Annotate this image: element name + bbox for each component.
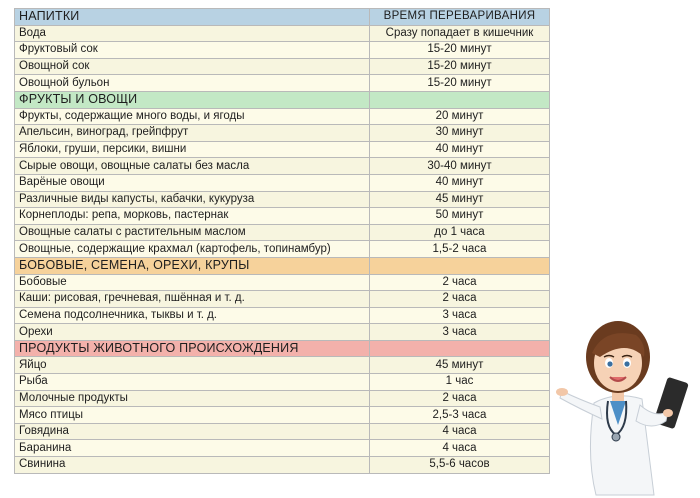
food-name: Орехи	[15, 324, 370, 341]
table-row	[15, 75, 550, 92]
table-row	[15, 208, 550, 225]
food-name: Овощные салаты с растительным маслом	[15, 224, 370, 241]
digestion-time: 30 минут	[370, 125, 550, 142]
digestion-time: 4 часа	[370, 440, 550, 457]
digestion-time: 1,5-2 часа	[370, 241, 550, 258]
table-row	[15, 241, 550, 258]
food-name: Апельсин, виноград, грейпфрут	[15, 125, 370, 142]
section-title: НАПИТКИ	[15, 9, 370, 26]
digestion-time: до 1 часа	[370, 224, 550, 241]
section-time-header	[370, 91, 550, 108]
food-name: Говядина	[15, 423, 370, 440]
table-row	[15, 457, 550, 474]
food-name: Овощные, содержащие крахмал (картофель, топинамбур)	[15, 241, 370, 258]
digestion-time: 2,5-3 часа	[370, 407, 550, 424]
food-name: Различные виды капусты, кабачки, кукуруза	[15, 191, 370, 208]
section-title: ПРОДУКТЫ ЖИВОТНОГО ПРОИСХОЖДЕНИЯ	[15, 340, 370, 357]
section-header	[15, 340, 550, 357]
digestion-time: 15-20 минут	[370, 42, 550, 59]
food-name: Фрукты, содержащие много воды, и ягоды	[15, 108, 370, 125]
table-body	[15, 9, 550, 474]
table-row	[15, 108, 550, 125]
digestion-time: 45 минут	[370, 191, 550, 208]
table-row	[15, 407, 550, 424]
table-row	[15, 58, 550, 75]
table-row	[15, 440, 550, 457]
table-row	[15, 307, 550, 324]
section-time-header	[370, 257, 550, 274]
food-name: Овощной сок	[15, 58, 370, 75]
table-row	[15, 125, 550, 142]
digestion-time-table	[14, 8, 550, 474]
table-row	[15, 191, 550, 208]
table-row	[15, 274, 550, 291]
digestion-time: Сразу попадает в кишечник	[370, 25, 550, 42]
food-name: Сырые овощи, овощные салаты без масла	[15, 158, 370, 175]
food-name: Рыба	[15, 374, 370, 391]
table-row	[15, 224, 550, 241]
digestion-time: 1 час	[370, 374, 550, 391]
food-name: Мясо птицы	[15, 407, 370, 424]
food-name: Яблоки, груши, персики, вишни	[15, 141, 370, 158]
food-name: Варёные овощи	[15, 174, 370, 191]
digestion-time: 3 часа	[370, 307, 550, 324]
table-row	[15, 291, 550, 308]
digestion-time: 30-40 минут	[370, 158, 550, 175]
food-name: Фруктовый сок	[15, 42, 370, 59]
food-name: Каши: рисовая, гречневая, пшённая и т. д.	[15, 291, 370, 308]
table-row	[15, 324, 550, 341]
table-row	[15, 158, 550, 175]
food-name: Бобовые	[15, 274, 370, 291]
table-row	[15, 25, 550, 42]
table-row	[15, 174, 550, 191]
digestion-time: 5,5-6 часов	[370, 457, 550, 474]
doctor-hand	[556, 388, 568, 396]
section-time-header	[370, 340, 550, 357]
table-row	[15, 141, 550, 158]
doctor-illustration	[556, 295, 700, 498]
table-row	[15, 42, 550, 59]
table-row	[15, 423, 550, 440]
digestion-time: 45 минут	[370, 357, 550, 374]
digestion-time: 20 минут	[370, 108, 550, 125]
table-row	[15, 390, 550, 407]
section-title: ФРУКТЫ И ОВОЩИ	[15, 91, 370, 108]
digestion-time: 4 часа	[370, 423, 550, 440]
food-name: Баранина	[15, 440, 370, 457]
food-name: Вода	[15, 25, 370, 42]
food-name: Молочные продукты	[15, 390, 370, 407]
digestion-time: 40 минут	[370, 174, 550, 191]
digestion-time: 15-20 минут	[370, 58, 550, 75]
food-name: Семена подсолнечника, тыквы и т. д.	[15, 307, 370, 324]
food-name: Яйцо	[15, 357, 370, 374]
food-name: Овощной бульон	[15, 75, 370, 92]
table-row	[15, 374, 550, 391]
doctor-arm	[560, 391, 602, 419]
digestion-time: 2 часа	[370, 274, 550, 291]
digestion-time: 3 часа	[370, 324, 550, 341]
table-row	[15, 357, 550, 374]
digestion-time: 2 часа	[370, 291, 550, 308]
section-time-header: ВРЕМЯ ПЕРЕВАРИВАНИЯ	[370, 9, 550, 26]
section-header	[15, 9, 550, 26]
section-header	[15, 91, 550, 108]
section-title: БОБОВЫЕ, СЕМЕНА, ОРЕХИ, КРУПЫ	[15, 257, 370, 274]
digestion-time: 40 минут	[370, 141, 550, 158]
digestion-time: 15-20 минут	[370, 75, 550, 92]
digestion-time: 2 часа	[370, 390, 550, 407]
section-header	[15, 257, 550, 274]
food-name: Свинина	[15, 457, 370, 474]
digestion-time: 50 минут	[370, 208, 550, 225]
food-name: Корнеплоды: репа, морковь, пастернак	[15, 208, 370, 225]
